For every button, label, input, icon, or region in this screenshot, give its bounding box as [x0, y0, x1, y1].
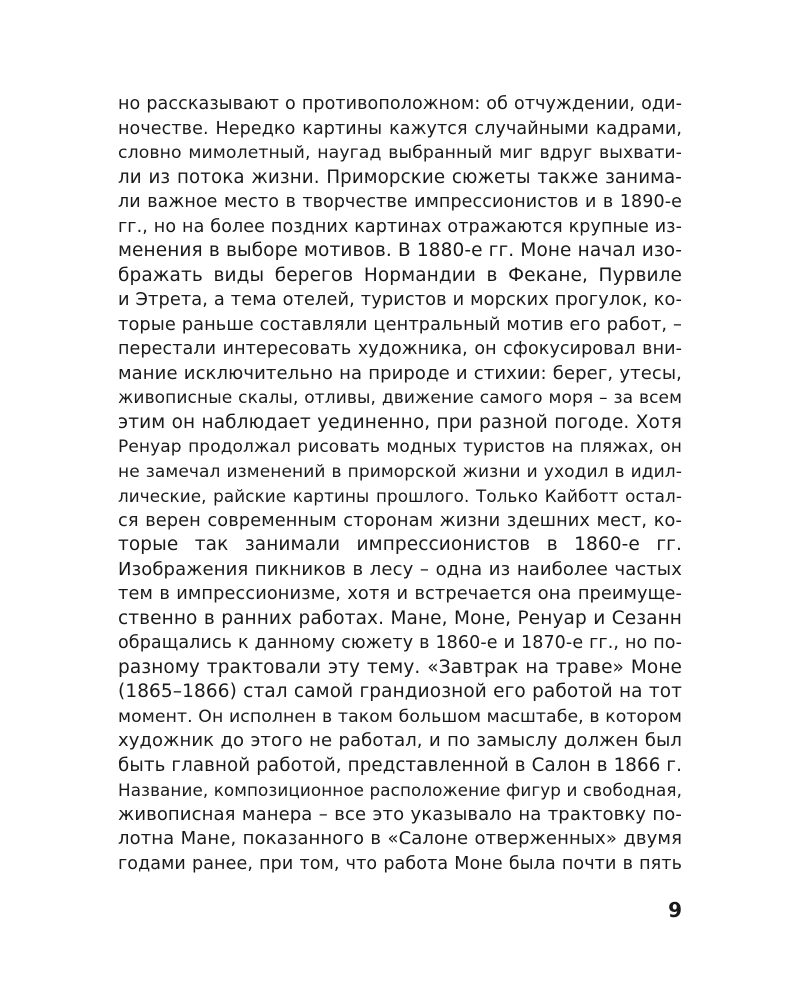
text-line: но рассказывают о противоположном: об отчуждении, оди-	[118, 94, 682, 114]
text-line: торые так занимали импрессионистов в 1860-е гг.	[118, 534, 682, 555]
text-line: годами ранее, при том, что работа Моне была почти в пять	[118, 853, 682, 874]
text-line: менения в выборе мотивов. В 1880-е гг. Моне начал изо-	[118, 240, 682, 261]
text-line: обращались к данному сюжету в 1860-е и 1870-е гг., но по-	[118, 633, 682, 653]
text-line: мание исключительно на природе и стихии: берег, утесы,	[118, 362, 682, 384]
text-line: ночестве. Нередко картины кажутся случайными кадрами,	[118, 118, 682, 139]
text-line: тем в импрессионизме, хотя и встречается она преимуще-	[118, 584, 682, 604]
text-line: художник до этого не работал, и по замыслу должен был	[118, 730, 682, 751]
text-line: разному трактовали эту тему. «Завтрак на траве» Моне	[118, 656, 682, 678]
text-line: лические, райские картины прошлого. Только Кайботт остал-	[118, 486, 682, 506]
page-number: 9	[668, 898, 682, 922]
text-line: момент. Он исполнен в таком большом масштабе, в котором	[118, 706, 682, 727]
text-line: этим он наблюдает уединенно, при разной погоде. Хотя	[118, 411, 682, 433]
text-line: лотна Мане, показанного в «Салоне отверженных» двумя	[118, 828, 682, 849]
text-line: ственно в ранних работах. Мане, Моне, Ренуар и Сезанн	[118, 607, 682, 629]
text-line: ли из потока жизни. Приморские сюжеты также занима-	[118, 166, 682, 188]
text-line: словно мимолетный, наугад выбранный миг вдруг выхвати-	[118, 143, 682, 163]
text-line: и Этрета, а тема отелей, туристов и морских прогулок, ко-	[118, 290, 682, 310]
text-line: живописные скалы, отливы, движение самого моря – за всем	[118, 388, 682, 408]
text-line: Ренуар продолжал рисовать модных туристов на пляжах, он	[118, 437, 682, 457]
text-line: гг., но на более поздних картинах отражаются крупные из-	[118, 216, 682, 237]
text-line: перестали интересовать художника, он сфокусировал вни-	[118, 339, 682, 359]
text-line: не замечал изменений в приморской жизни и уходил в идил-	[118, 461, 682, 482]
text-line: бражать виды берегов Нормандии в Фекане, Пурвиле	[118, 264, 682, 286]
text-line: живописная манера – все это указывало на трактовку по-	[118, 803, 682, 825]
text-line: ли важное место в творчестве импрессионистов и в 1890-е	[118, 192, 682, 212]
text-line: (1865–1866) стал самой грандиозной его работой на тот	[118, 681, 682, 702]
text-line: торые раньше составляли центральный мотив его работ, –	[118, 314, 682, 335]
text-line: Название, композиционное расположение фигур и свободная,	[118, 780, 682, 800]
body-text	[118, 92, 682, 876]
text-line: ся верен современным сторонам жизни здешних мест, ко-	[118, 510, 682, 531]
text-line: быть главной работой, представленной в Салон в 1866 г.	[118, 754, 682, 776]
text-line: Изображения пикников в лесу – одна из наиболее частых	[118, 558, 682, 580]
